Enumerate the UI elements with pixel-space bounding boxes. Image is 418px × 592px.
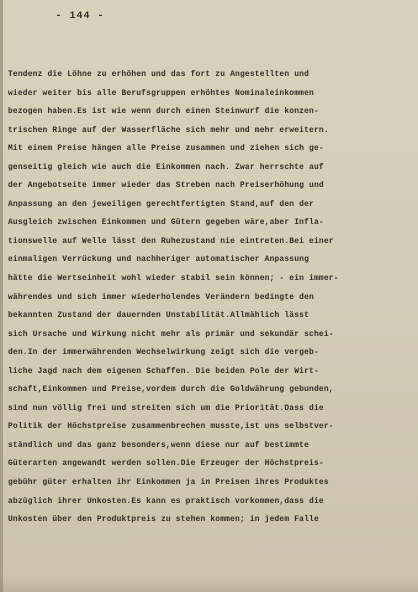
text-line: gebühr güter erhalten ihr Einkommen ja in Preisen ihres Produktes [8,478,329,488]
text-line: trischen Ringe auf der Wasserfläche sich mehr und mehr erweitern. [8,125,329,135]
page-edge-shadow [0,0,3,592]
text-line: sich Ursache und Wirkung nicht mehr als primär und sekundär schei- [8,329,334,339]
text-line: ständlich und das ganz besonders,wenn diese nur auf bestimmte [8,440,310,450]
text-line: der Angebotseite immer wieder das Streben nach Preiserhöhung und [8,181,324,191]
text-line: währendes und sich immer wiederholendes Verändern bedingte den [8,292,314,302]
text-line: schaft,Einkommen und Preise,vordem durch die Goldwährung gebunden, [8,385,334,395]
text-line: bezogen haben.Es ist wie wenn durch einen Steinwurf die konzen- [8,107,319,117]
text-line: Ausgleich zwischen Einkommen und Gütern gegeben wäre,aber Infla- [8,218,324,228]
text-line: sind nun völlig frei und streiten sich um die Priorität.Dass die [8,403,324,413]
text-line: Güterarten angewandt werden sollen.Die Erzeuger der Höchstpreis- [8,459,324,469]
text-line: Unkosten über den Produktpreis zu stehen kommen; in jedem Falle [8,515,319,525]
text-line: den.In der immerwährenden Wechselwirkung zeigt sich die vergeb- [8,348,319,358]
body-text [8,66,412,530]
text-line: abzüglich ihrer Unkosten.Es kann es praktisch vorkommen,dass die [8,496,324,506]
text-line: hätte die Wertseinheit wohl wieder stabil sein können; - ein immer- [8,274,339,284]
text-line: Mit einem Preise hängen alle Preise zusammen und ziehen sich ge- [8,144,324,154]
text-line: einmaligen Verrückung und nachheriger automatischer Anpassung [8,255,310,265]
page-bottom-shadow [0,578,418,592]
text-line: genseitig gleich wie auch die Einkommen nach. Zwar herrschte auf [8,162,324,172]
text-line: Anpassung an den jeweiligen gerechtfertigten Stand,auf den der [8,199,314,209]
text-line: wieder weiter bis alle Berufsgruppen erhöhtes Nominaleinkommen [8,88,314,98]
text-line: bekannten Zustand der dauernden Unstabilität.Allmählich lässt [8,311,310,321]
text-line: Tendenz die Löhne zu erhöhen und das fort zu Angestellten und [8,70,310,79]
page-number-header: - 144 - [55,11,105,22]
text-line: Politik der Höchstpreise zusammenbrechen musste,ist uns selbstver- [8,422,334,432]
text-line: tionswelle auf Welle lässt den Ruhezustand nie eintreten.Bei einer [8,236,334,246]
text-line: liche Jagd nach dem eigenen Schaffen. Die beiden Pole der Wirt- [8,366,319,376]
